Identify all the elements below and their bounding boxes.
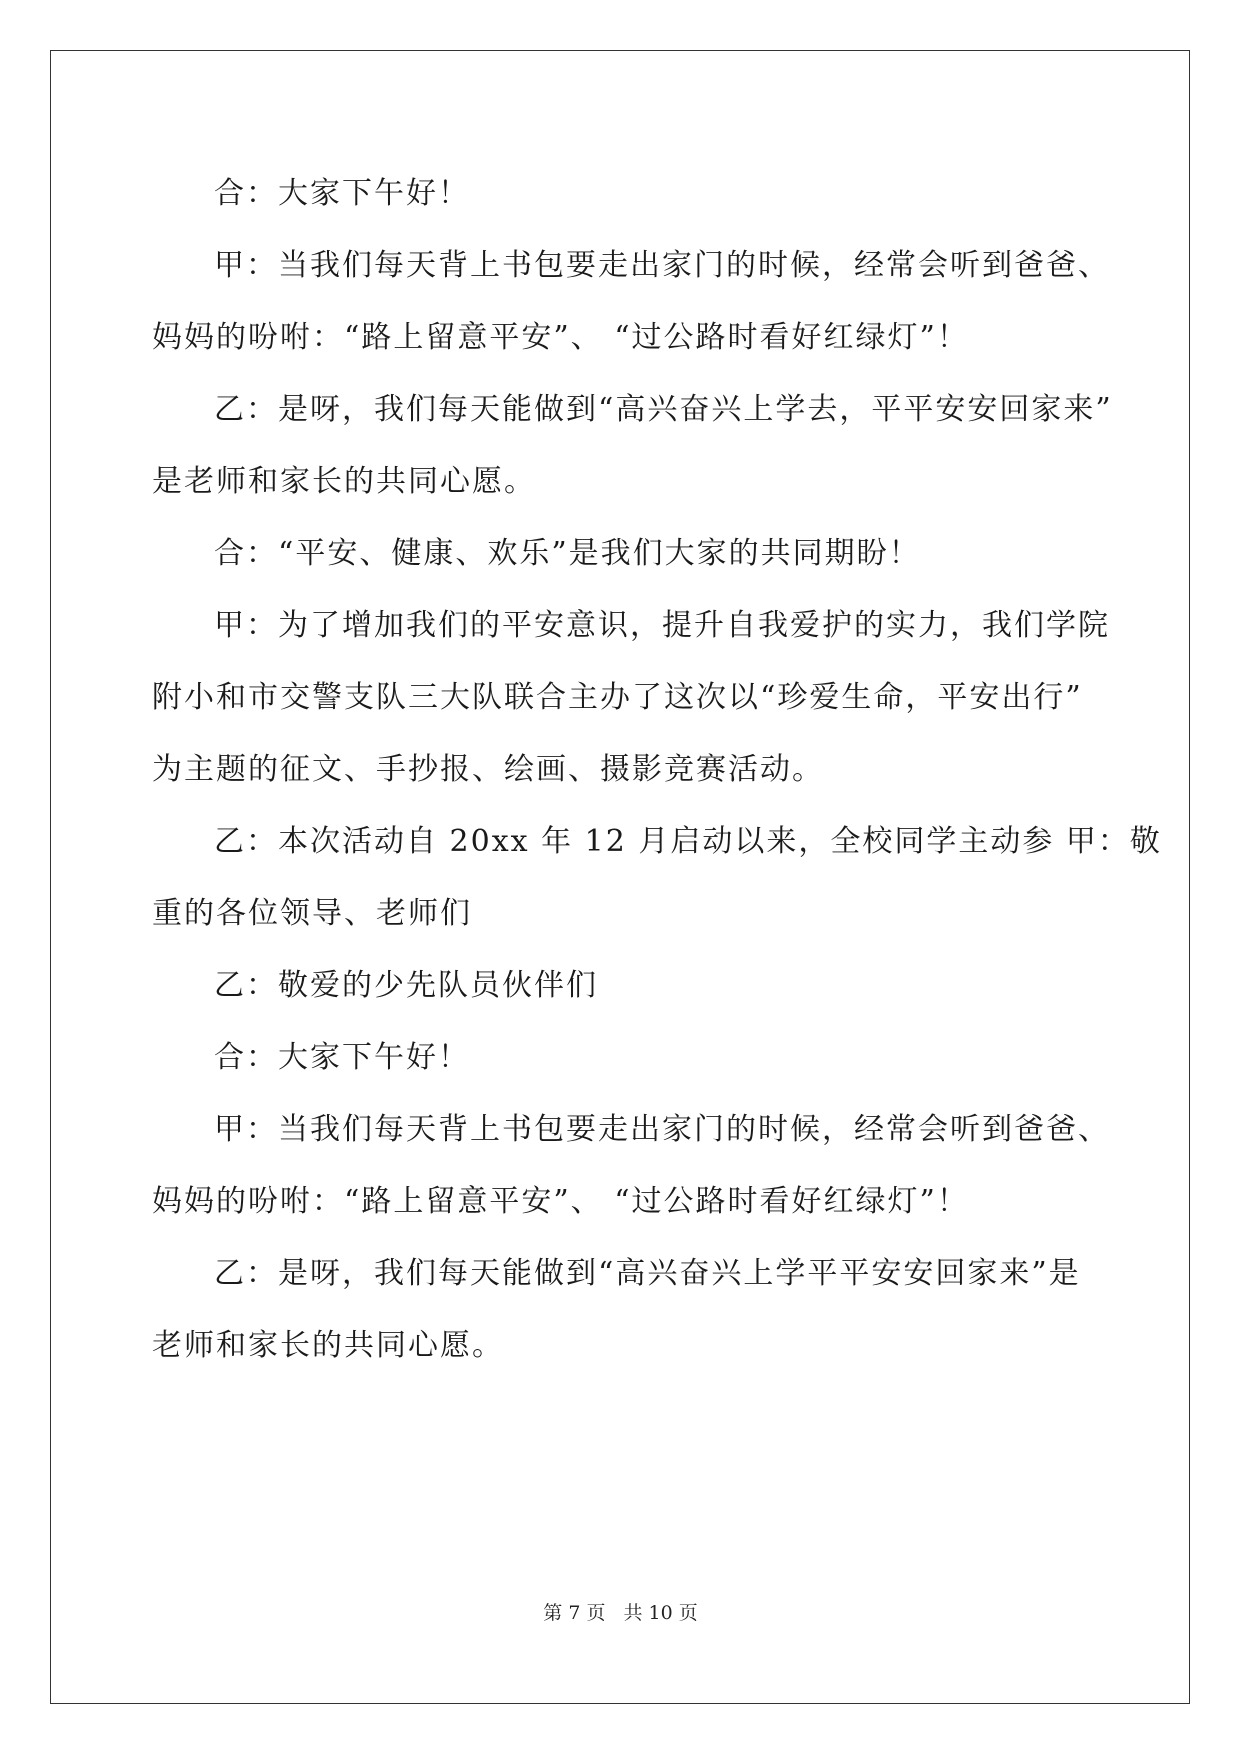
paragraph-line: 乙：是呀，我们每天能做到“高兴奋兴上学平平安安回家来”是 xyxy=(214,1256,1081,1291)
document-body xyxy=(152,158,1162,1382)
paragraph xyxy=(152,1094,1110,1238)
paragraph-line: 是老师和家长的共同心愿。 xyxy=(152,464,536,499)
paragraph-line: 甲：当我们每天背上书包要走出家门的时候，经常会听到爸爸、 xyxy=(214,1112,1110,1147)
paragraph-line: 合：大家下午好！ xyxy=(214,176,470,211)
paragraph-line: 老师和家长的共同心愿。 xyxy=(152,1328,504,1363)
paragraph xyxy=(152,1022,1092,1094)
paragraph-line: 妈妈的吩咐：“路上留意平安”、 “过公路时看好红绿灯”！ xyxy=(152,320,969,355)
paragraph-line: 妈妈的吩咐：“路上留意平安”、 “过公路时看好红绿灯”！ xyxy=(152,1184,969,1219)
paragraph-line: 乙：是呀，我们每天能做到“高兴奋兴上学去，平平安安回家来” xyxy=(214,392,1113,427)
page-footer xyxy=(0,1598,1241,1625)
paragraph-line: 甲：当我们每天背上书包要走出家门的时候，经常会听到爸爸、 xyxy=(214,248,1110,283)
paragraph xyxy=(152,950,1092,1022)
paragraph-line: 重的各位领导、老师们 xyxy=(152,896,472,931)
paragraph-line: 附小和市交警支队三大队联合主办了这次以“珍爱生命，平安出行” xyxy=(152,680,1083,715)
paragraph-line: 为主题的征文、手抄报、绘画、摄影竞赛活动。 xyxy=(152,752,824,787)
page-total: 共 10 页 xyxy=(623,1602,698,1624)
paragraph-line: 甲：为了增加我们的平安意识，提升自我爱护的实力，我们学院 xyxy=(214,608,1110,643)
paragraph-line: 合：“平安、健康、欢乐”是我们大家的共同期盼！ xyxy=(214,536,921,571)
paragraph xyxy=(152,518,1092,590)
paragraph-line: 合：大家下午好！ xyxy=(214,1040,470,1075)
paragraph xyxy=(152,374,1113,518)
paragraph xyxy=(152,590,1110,806)
paragraph-line: 乙：敬爱的少先队员伙伴们 xyxy=(214,968,598,1003)
paragraph xyxy=(152,158,1092,230)
paragraph xyxy=(152,806,1162,950)
paragraph xyxy=(152,1238,1092,1382)
page-number: 第 7 页 xyxy=(543,1602,606,1624)
paragraph-line: 乙：本次活动自 20xx 年 12 月启动以来，全校同学主动参 甲：敬 xyxy=(214,824,1162,859)
paragraph xyxy=(152,230,1110,374)
